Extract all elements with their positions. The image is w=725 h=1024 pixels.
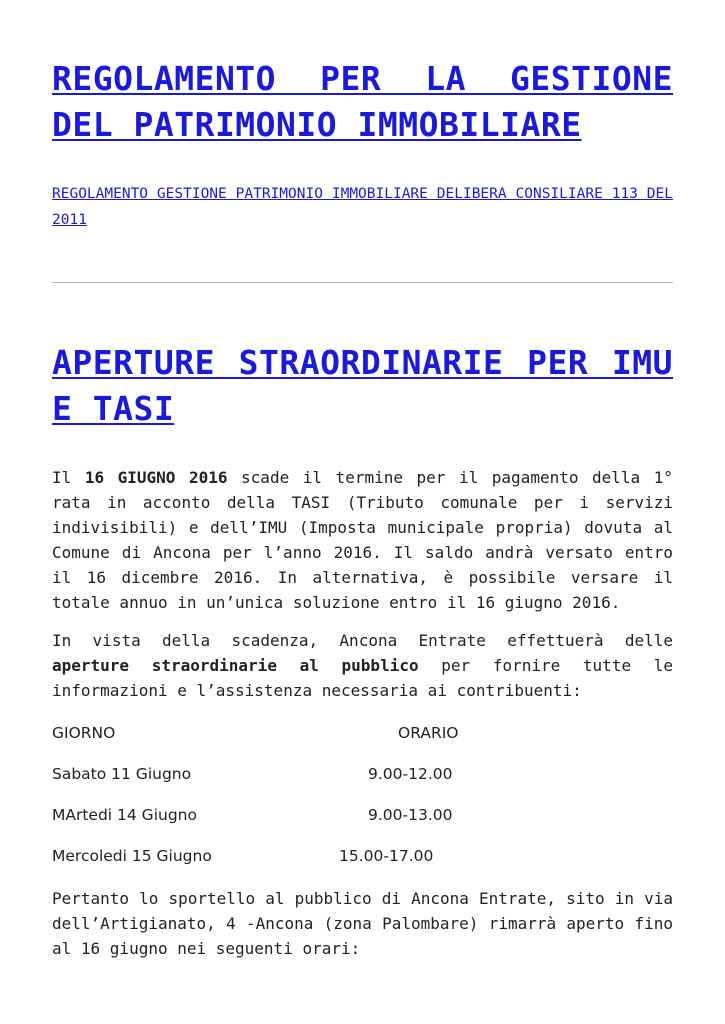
section-divider bbox=[52, 282, 673, 283]
paragraph-openings-pre: In vista della scadenza, Ancona Entrate effettuerà delle bbox=[52, 631, 673, 650]
openings-highlight: aperture straordinarie al pubblico bbox=[52, 656, 419, 675]
schedule-header-day: GIORNO bbox=[52, 724, 116, 742]
schedule-row bbox=[52, 844, 673, 868]
schedule-time: 15.00-17.00 bbox=[339, 847, 434, 865]
schedule-time: 9.00-12.00 bbox=[368, 765, 453, 783]
paragraph-deadline-pre: Il bbox=[52, 468, 85, 487]
paragraph-openings bbox=[52, 628, 673, 703]
regolamento-link[interactable]: REGOLAMENTO GESTIONE PATRIMONIO IMMOBILIARE DELIBERA CONSILIARE 113 DEL 2011 bbox=[52, 186, 673, 228]
paragraph-deadline bbox=[52, 465, 673, 615]
schedule-header bbox=[52, 721, 673, 745]
schedule-header-time: ORARIO bbox=[398, 724, 459, 742]
schedule-day: Sabato 11 Giugno bbox=[52, 765, 192, 783]
schedule-day: Mercoledi 15 Giugno bbox=[52, 847, 212, 865]
schedule-row bbox=[52, 803, 673, 827]
schedule-time: 9.00-13.00 bbox=[368, 806, 453, 824]
schedule-row bbox=[52, 762, 673, 786]
paragraph-office-hours: Pertanto lo sportello al pubblico di Ancona Entrate, sito in via dell’Artigianato, 4 -Ancona (zona Palombare) rimarrà aperto fino al 16 giugno nei seguenti orari: bbox=[52, 889, 673, 958]
post-title-regolamento[interactable]: REGOLAMENTO PER LA GESTIONE DEL PATRIMONIO IMMOBILIARE bbox=[52, 59, 673, 144]
post-title-aperture[interactable]: APERTURE STRAORDINARIE PER IMU E TASI bbox=[52, 343, 673, 428]
schedule-day: MArtedi 14 Giugno bbox=[52, 806, 197, 824]
paragraph-deadline-post: scade il termine per il pagamento della 1° rata in acconto della TASI (Tributo comunale per i servizi indivisibili) e dell’IMU (Imposta municipale propria) dovuta al Comune di Ancona per l’anno 2016. Il saldo andrà versato entro il 16 dicembre 2016. In alternativa, è possibile versare il totale annuo in un’unica soluzione entro il 16 giugno 2016. bbox=[52, 468, 673, 612]
paragraph-openings-post: per fornire tutte le informazioni e l’assistenza necessaria ai contribuenti: bbox=[52, 656, 674, 700]
deadline-date: 16 GIUGNO 2016 bbox=[84, 468, 228, 487]
